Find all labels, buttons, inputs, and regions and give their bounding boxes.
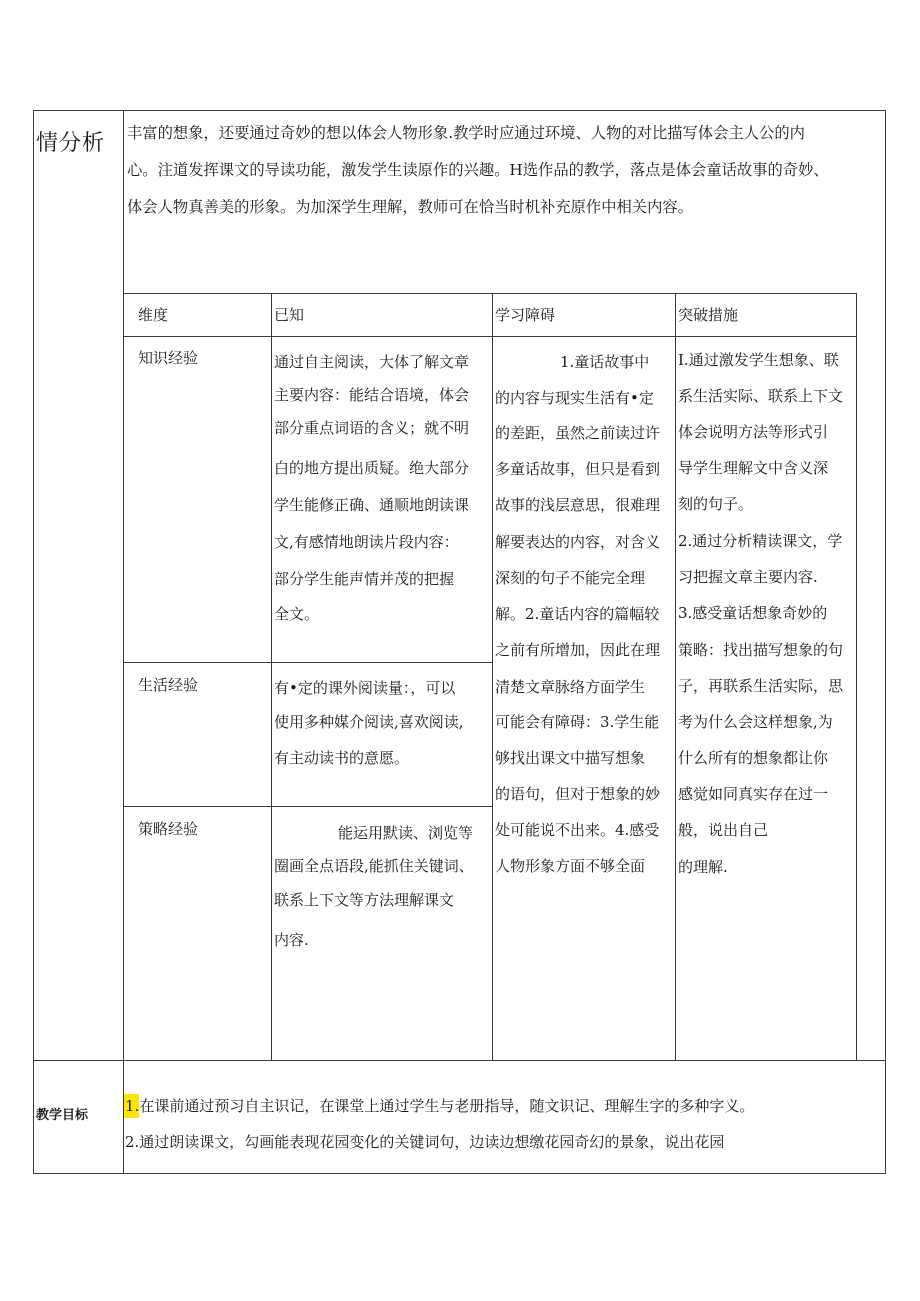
measure-line: 习把握文章主要内容. [678, 568, 818, 586]
goal-item-2: 2.通过朗读课文，勾画能表现花园变化的关键词句，边读边想缴花园奇幻的景象，说出花园 [125, 1133, 725, 1151]
measure-line: 的理解. [678, 858, 728, 876]
inner-row1-bottom [123, 662, 493, 663]
obstacle-line: 多童话故事，但只是看到 [495, 460, 661, 478]
obstacle-line: 深刻的句子不能完全理 [495, 569, 646, 587]
inner-col-measure-left [675, 293, 676, 1060]
goal-item-1-text: 在课前通过预习自主识记，在课堂上通过学生与老册指导，随文识记、理解生字的多种字义。 [139, 1097, 755, 1115]
intro-line: 丰富的想象，还要通过奇妙的想以体会人物形象.教学时应通过环境、人物的对比描写体会主人公的内 [127, 124, 805, 142]
known-line: 白的地方提出质疑。绝大部分 [274, 459, 470, 477]
obstacle-line: 人物形象方面不够全面 [495, 857, 646, 875]
header-measure: 突破措施 [678, 306, 739, 324]
obstacle-line: 的差距，虽然之前读过许 [495, 424, 661, 442]
measure-line: 感觉如同真实存在过一 [678, 785, 829, 803]
measure-line: 系生活实际、联系上下文 [678, 387, 844, 405]
inner-col-known-left [271, 293, 272, 1060]
frame-right-border [885, 110, 886, 1174]
obstacle-line: 故事的浅层意思，很难理 [495, 496, 661, 514]
measure-line: 刻的句子。 [678, 495, 754, 513]
measure-line: 策略：找出描写想象的句 [678, 641, 844, 659]
obstacle-line: 的内容与现实生活有•定 [495, 389, 654, 407]
known-line: 内容. [274, 931, 309, 949]
intro-line: 心。注道发挥课文的导读功能，激发学生读原作的兴趣。H选作品的教学，落点是体会童话故事的奇妙、 [127, 161, 829, 179]
measure-line: 体会说明方法等形式引 [678, 423, 829, 441]
measure-line: 3.感受童话想象奇妙的 [678, 604, 828, 622]
obstacle-line: 之前有所增加，因此在理 [495, 641, 661, 659]
measure-line: 导学生理解文中含义深 [678, 459, 829, 477]
known-line: 文,有感情地朗读片段内容： [274, 533, 459, 551]
known-line: 有•定的课外阅读量：，可以 [274, 679, 456, 697]
measure-line: I.通过激发学生想象、联 [678, 351, 839, 369]
inner-col-measure-right [856, 293, 857, 1060]
intro-line: 体会人物真善美的形象。为加深学生理解，教师可在恰当时机补充原作中相关内容。 [127, 198, 693, 216]
known-line: 部分学生能声情并茂的把握 [274, 570, 455, 588]
goal-item-1-number: 1. [124, 1094, 139, 1118]
section-label: 情分析 [36, 131, 106, 156]
inner-table-top [123, 293, 857, 294]
frame-label-divider [123, 110, 124, 1174]
obstacle-line: 解要表达的内容，对含义 [495, 533, 661, 551]
inner-header-bottom [123, 336, 857, 337]
measure-line: 子，再联系生活实际，思 [678, 677, 844, 695]
measure-line: 般，说出自己 [678, 821, 769, 839]
inner-col-obstacle-left [492, 293, 493, 1060]
obstacle-line: 可能会有障碍：3.学生能 [495, 713, 660, 731]
frame-left-border [33, 110, 34, 1174]
known-line: 主要内容：能结合语境，体会 [274, 386, 470, 404]
header-known: 已知 [274, 306, 305, 324]
measure-line: 什么所有的想象都让你 [678, 749, 829, 767]
obstacle-line: 够找出课文中描写想象 [495, 749, 646, 767]
goals-label: 教学目标 [36, 1108, 89, 1123]
obstacle-line: 解。2.童话内容的篇幅较 [495, 605, 660, 623]
obstacle-line: 的语句，但对于想象的妙 [495, 785, 661, 803]
known-line: 部分重点词语的含义；就不明 [274, 419, 470, 437]
known-line: 学生能修正确、通顺地朗读课 [274, 496, 470, 514]
dimension-life: 生活经验 [138, 676, 199, 694]
measure-line: 考为什么会这样想象,为 [678, 713, 833, 731]
goal-item-1 [124, 1094, 754, 1118]
inner-row2-bottom [123, 806, 493, 807]
obstacle-line: 处可能说不出来。4.感受 [495, 821, 660, 839]
header-obstacle: 学习障碍 [495, 306, 556, 324]
frame-mid-border [33, 1060, 886, 1061]
frame-bottom-border [33, 1173, 886, 1174]
header-dimension: 维度 [138, 306, 169, 324]
known-line: 能运用默读、浏览等 [338, 824, 474, 842]
dimension-knowledge: 知识经验 [138, 349, 199, 367]
obstacle-line: 1.童话故事中 [560, 353, 650, 371]
known-line: 使用多种媒介阅读,喜欢阅读, [274, 713, 464, 731]
measure-line: 2.通过分析精读课文，学 [678, 532, 843, 550]
known-line: 联系上下文等方法理解课文 [274, 891, 455, 909]
known-line: 圈画全点语段,能抓住关键词、 [274, 857, 474, 875]
known-line: 有主动读书的意愿。 [274, 749, 410, 767]
known-line: 通过自主阅读，大体了解文章 [274, 353, 470, 371]
dimension-strategy: 策略经验 [138, 820, 199, 838]
frame-top-border [33, 110, 886, 111]
known-line: 全文。 [274, 605, 320, 623]
obstacle-line: 清楚文章脉络方面学生 [495, 678, 646, 696]
